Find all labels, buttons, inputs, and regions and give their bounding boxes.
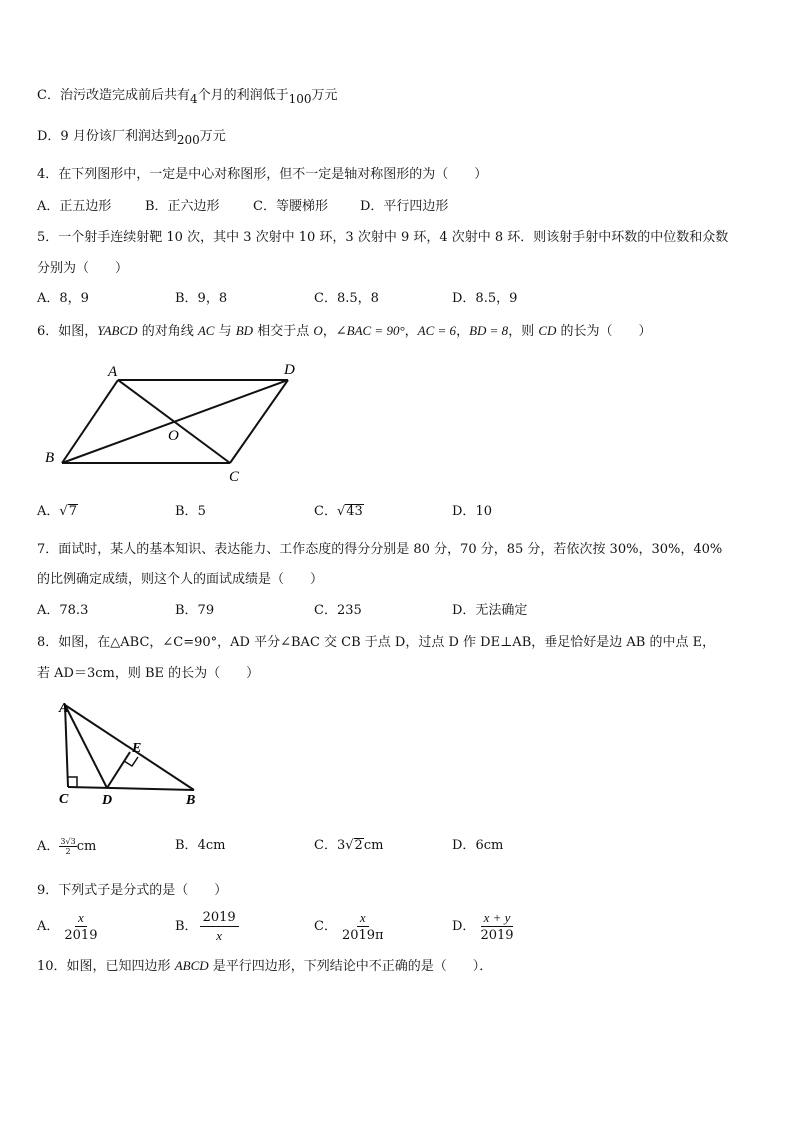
label-d: D	[284, 362, 295, 378]
label-o: O	[168, 428, 179, 444]
q5-option-c: C．8.5，8	[314, 291, 379, 306]
q8-option-a-fraction: $\frac{3√3}{2}$	[60, 837, 76, 856]
segment-de	[107, 752, 130, 788]
q7-stem-line1: 7．面试时，某人的基本知识、表达能力、工作态度的得分分别是 80 分，70 分，85 分，若依次按 30%，30%，40%	[37, 542, 723, 557]
label-c: C	[59, 792, 69, 807]
q8-option-c: C．3√2cm	[314, 838, 384, 853]
right-angle-mark-c	[68, 777, 77, 787]
label-d: D	[102, 793, 113, 808]
q6-stem: 6．如图，YABCD 的对角线 AC 与 BD 相交于点 O，∠BAC = 90°，AC = 6，BD = 8，则 CD 的长为（ ）	[37, 323, 652, 339]
side-dc	[230, 380, 288, 463]
q4-option-a: A．正五边形	[37, 199, 112, 214]
q7-stem-line2: 的比例确定成绩，则这个人的面试成绩是（ ）	[37, 572, 324, 587]
q4-stem: 4．在下列图形中，一定是中心对称图形，但不一定是轴对称图形的为（ ）	[37, 167, 488, 182]
q9-option-d: D． $\frac{x + y}{2019}$	[452, 910, 514, 943]
side-cb	[68, 787, 194, 790]
q7-option-a: A．78.3	[37, 603, 89, 618]
q8-option-a: A． $\frac{3√3}{2}$ cm	[37, 837, 97, 856]
q4-option-c: C．等腰梯形	[253, 199, 328, 214]
diagonal-bd	[62, 380, 288, 463]
q4-option-b: B．正六边形	[145, 199, 220, 214]
q8-option-b: B．4cm	[175, 838, 226, 853]
q5-option-a: A．8，9	[37, 291, 89, 306]
q9-option-c: C． $\frac{x}{2019\pi}$	[314, 910, 384, 943]
q4-option-d: D．平行四边形	[360, 199, 449, 214]
q3-option-c: C．治污改造完成前后共有4个月的利润低于100万元	[37, 88, 338, 106]
label-b: B	[186, 793, 196, 808]
q9-option-b: B． $\frac{2019}{x}$	[175, 909, 241, 944]
label-a: A	[59, 701, 69, 716]
q6-option-d: D．10	[452, 504, 492, 519]
side-ab	[65, 705, 194, 790]
q9-option-a: A． $\frac{x}{2019}$	[37, 910, 98, 943]
q8-option-d: D．6cm	[452, 838, 504, 853]
q9-stem: 9．下列式子是分式的是（ ）	[37, 883, 228, 898]
q6-option-b: B．5	[175, 504, 206, 519]
parallelogram-figure	[40, 358, 310, 488]
q5-option-b: B．9，8	[175, 291, 228, 306]
q7-option-d: D．无法确定	[452, 603, 528, 618]
q5-stem-line2: 分别为（ ）	[37, 261, 129, 276]
q7-option-b: B．79	[175, 603, 215, 618]
label-e: E	[132, 741, 142, 756]
q10-stem: 10．如图，已知四边形 ABCD 是平行四边形，下列结论中不正确的是（ ）．	[37, 958, 493, 974]
q6-option-c: C．√43	[314, 504, 363, 519]
segment-ad	[65, 705, 107, 788]
label-c: C	[229, 469, 240, 485]
side-ac	[65, 705, 68, 787]
q5-stem-line1: 5．一个射手连续射靶 10 次，其中 3 次射中 10 环，3 次射中 9 环，4 次射中 8 环．则该射手射中环数的中位数和众数	[37, 230, 729, 245]
q3-option-d: D．9 月份该厂利润达到200万元	[37, 129, 226, 147]
right-triangle-figure	[50, 695, 210, 810]
q8-stem-line2: 若 AD＝3cm，则 BE 的长为（ ）	[37, 666, 260, 681]
label-b: B	[45, 450, 55, 466]
q8-stem-line1: 8．如图，在△ABC，∠C=90°，AD 平分∠BAC 交 CB 于点 D，过点 D 作 DE⊥AB，垂足恰好是边 AB 的中点 E，	[37, 635, 716, 650]
label-a: A	[108, 364, 118, 380]
side-ba	[62, 380, 118, 463]
q6-option-a: A．√7	[37, 504, 77, 519]
q7-option-c: C．235	[314, 603, 362, 618]
parallelogram-symbol: Y	[97, 323, 104, 338]
q5-option-d: D．8.5，9	[452, 291, 518, 306]
